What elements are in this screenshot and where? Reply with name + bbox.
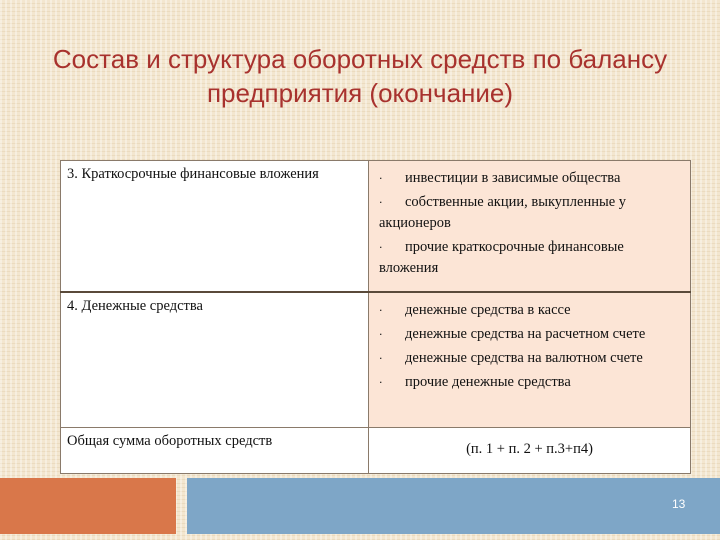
bullet-icon: · bbox=[379, 376, 383, 389]
page-number: 13 bbox=[672, 497, 686, 511]
bullet-icon: · bbox=[379, 241, 383, 254]
list-item: · прочие денежные средства bbox=[379, 372, 684, 393]
row-label-cell bbox=[61, 292, 369, 428]
footer-orange-bar bbox=[0, 478, 176, 534]
table-row bbox=[61, 161, 691, 293]
table-row-total bbox=[61, 428, 691, 474]
slide-title-line2: предприятия (окончание) bbox=[206, 78, 514, 108]
row-items-cell bbox=[369, 292, 691, 428]
balance-table bbox=[60, 160, 691, 474]
footer-blue-bar bbox=[187, 478, 720, 534]
table-row bbox=[61, 292, 691, 428]
list-item: · денежные средства на валютном счете bbox=[379, 348, 684, 369]
bullet-icon: · bbox=[379, 328, 383, 341]
bullet-icon: · bbox=[379, 172, 383, 185]
list-item: · денежные средства в кассе bbox=[379, 300, 684, 321]
row-items-cell bbox=[369, 161, 691, 293]
list-item: · прочие краткосрочные финансовые вложения bbox=[379, 239, 624, 276]
list-item: · денежные средства на расчетном счете bbox=[379, 324, 684, 345]
total-label-cell bbox=[61, 428, 369, 474]
bullet-icon: · bbox=[379, 304, 383, 317]
list-item: · собственные акции, выкупленные у акционеров bbox=[379, 194, 627, 231]
total-formula: (п. 1 + п. 2 + п.3+п4) bbox=[466, 441, 593, 457]
total-formula-cell bbox=[369, 428, 691, 474]
bullet-icon: · bbox=[379, 352, 383, 365]
row-label: 4. Денежные средства bbox=[67, 298, 203, 314]
total-label: Общая сумма оборотных средств bbox=[67, 433, 273, 449]
bullet-icon: · bbox=[379, 196, 383, 209]
slide-title-line1: Состав и структура оборотных средств по балансу bbox=[52, 44, 668, 74]
row-label: 3. Краткосрочные финансовые вложения bbox=[67, 166, 319, 182]
row-label-cell bbox=[61, 161, 369, 293]
slide-title bbox=[30, 42, 690, 110]
list-item: · инвестиции в зависимые общества bbox=[379, 168, 684, 189]
